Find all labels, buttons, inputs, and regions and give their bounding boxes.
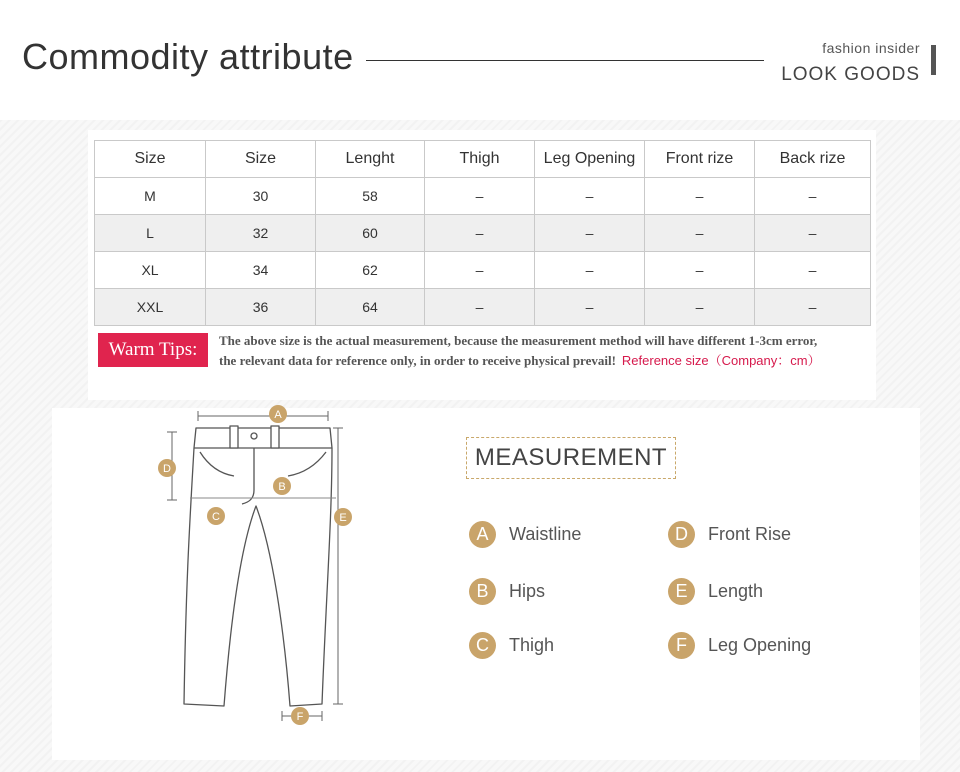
- column-header: Size: [206, 141, 316, 178]
- table-cell: –: [645, 178, 755, 215]
- table-cell: L: [95, 215, 206, 252]
- page-title: Commodity attribute: [22, 36, 354, 77]
- legend-letter: F: [668, 632, 695, 659]
- legend-label: Thigh: [509, 634, 555, 655]
- legend-item-hips: [469, 577, 545, 605]
- reference-size-note: Reference size（Company：cm）: [621, 353, 821, 368]
- marker-a-letter: A: [274, 409, 282, 421]
- legend-letter: E: [668, 578, 695, 605]
- legend-letter: C: [469, 632, 496, 659]
- table-cell: XXL: [95, 289, 206, 326]
- table-cell: –: [535, 252, 645, 289]
- table-cell: –: [645, 252, 755, 289]
- column-header: Front rize: [645, 141, 755, 178]
- table-cell: –: [755, 215, 871, 252]
- measurement-title: MEASUREMENT: [466, 437, 676, 479]
- marker-f-letter: F: [296, 711, 304, 723]
- table-cell: –: [425, 178, 535, 215]
- table-cell: 34: [206, 252, 316, 289]
- tips-line-2-wrap: [219, 351, 879, 371]
- column-header: Back rize: [755, 141, 871, 178]
- legend-label: Length: [708, 580, 764, 601]
- legend-letter: D: [668, 521, 695, 548]
- pocket-seam: [288, 452, 326, 476]
- tips-line-1: The above size is the actual measurement, because the measurement method will have different 1-3cm error,: [219, 333, 818, 348]
- table-cell: –: [535, 289, 645, 326]
- table-cell: 36: [206, 289, 316, 326]
- table-cell: –: [535, 178, 645, 215]
- column-header: Leg Opening: [535, 141, 645, 178]
- pocket-seam: [200, 452, 234, 476]
- button-shape: [251, 433, 257, 439]
- table-cell: –: [645, 289, 755, 326]
- legend-label: Leg Opening: [708, 634, 812, 655]
- header-accent-bar: [931, 45, 936, 75]
- table-cell: 60: [316, 215, 425, 252]
- tips-line-2: the relevant data for reference only, in order to receive physical prevail!: [219, 353, 616, 368]
- warm-tips-badge: Warm Tips:: [98, 333, 208, 367]
- table-cell: –: [535, 215, 645, 252]
- marker-b-letter: B: [278, 481, 286, 493]
- header-subtitle: fashion insider: [822, 40, 920, 56]
- column-header: Lenght: [316, 141, 425, 178]
- table-cell: XL: [95, 252, 206, 289]
- marker-d-letter: D: [163, 463, 171, 475]
- column-header: Size: [95, 141, 206, 178]
- table-row: [95, 252, 871, 289]
- legend-letter: A: [469, 521, 496, 548]
- size-table: [94, 140, 871, 326]
- legend-letter: B: [469, 578, 496, 605]
- legend-item-front-rise: [668, 520, 791, 548]
- table-cell: 62: [316, 252, 425, 289]
- table-cell: 58: [316, 178, 425, 215]
- table-cell: M: [95, 178, 206, 215]
- table-cell: –: [755, 178, 871, 215]
- legend-item-thigh: [469, 631, 554, 659]
- legend-item-leg-opening: [668, 631, 811, 659]
- legend-label: Front Rise: [708, 523, 792, 544]
- legend-label: Waistline: [509, 523, 582, 544]
- marker-e-letter: E: [339, 512, 347, 524]
- warm-tips-text: [219, 331, 879, 371]
- table-row: [95, 215, 871, 252]
- pants-outline: [184, 448, 332, 706]
- belt-loop: [271, 426, 279, 448]
- legend-label: Hips: [509, 580, 546, 601]
- table-row: [95, 178, 871, 215]
- belt-loop: [230, 426, 238, 448]
- fly-seam: [242, 448, 254, 504]
- table-cell: –: [425, 252, 535, 289]
- legend-item-waistline: [469, 520, 581, 548]
- header: [0, 0, 960, 120]
- header-brand: LOOK GOODS: [781, 64, 920, 85]
- pants-diagram: [150, 398, 380, 738]
- table-cell: 32: [206, 215, 316, 252]
- table-cell: –: [755, 289, 871, 326]
- table-cell: –: [755, 252, 871, 289]
- table-cell: –: [425, 215, 535, 252]
- waistband-outline: [194, 428, 332, 448]
- table-cell: –: [645, 215, 755, 252]
- table-cell: –: [425, 289, 535, 326]
- table-row: [95, 289, 871, 326]
- column-header: Thigh: [425, 141, 535, 178]
- table-header-row: [95, 141, 871, 178]
- legend-item-length: [668, 577, 763, 605]
- title-divider: [366, 60, 764, 61]
- table-cell: 30: [206, 178, 316, 215]
- marker-c-letter: C: [212, 511, 220, 523]
- table-cell: 64: [316, 289, 425, 326]
